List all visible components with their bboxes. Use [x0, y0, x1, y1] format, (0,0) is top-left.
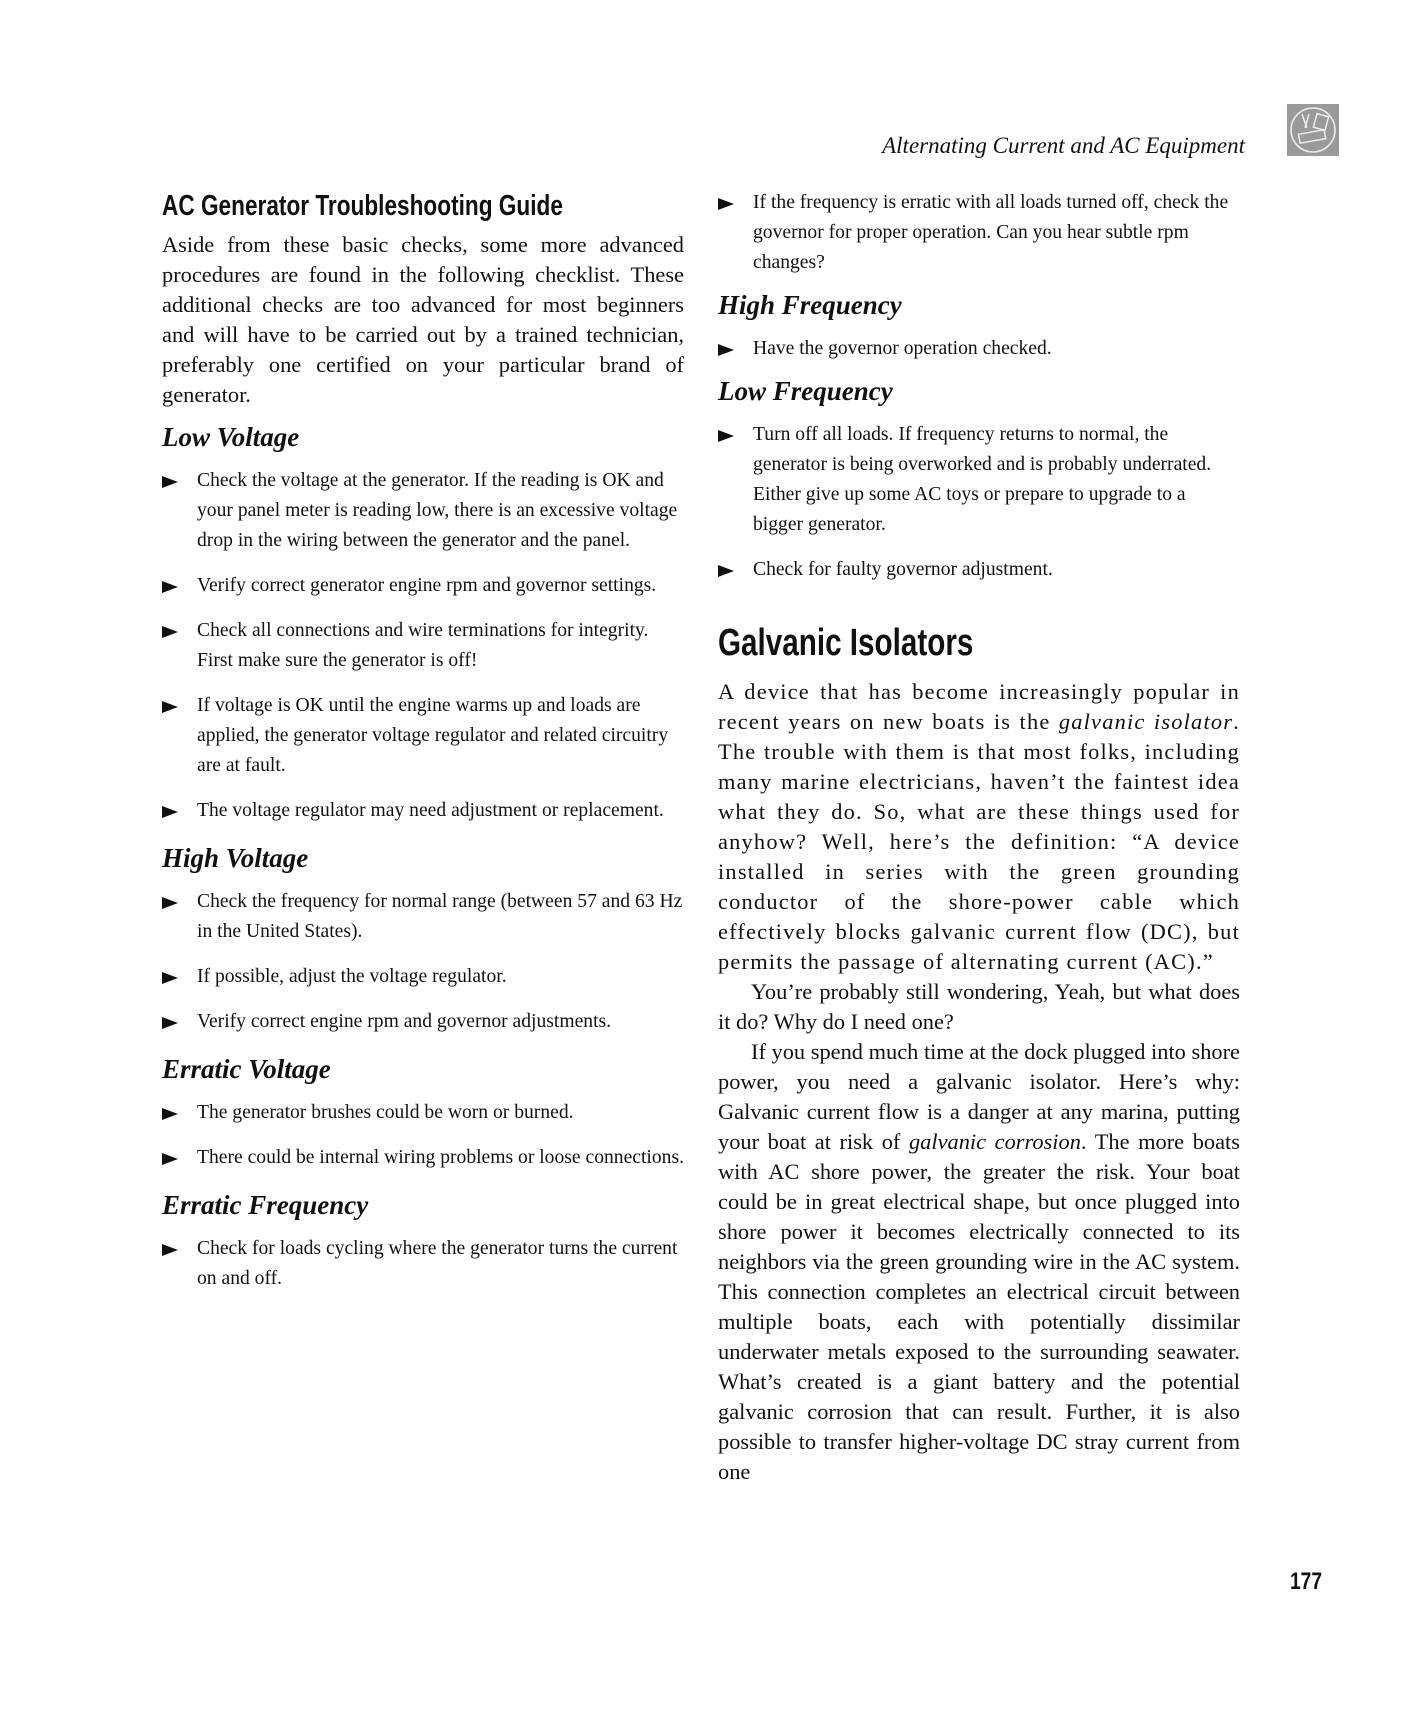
list-item: Check for loads cycling where the generator turns the current on and off.	[162, 1234, 684, 1294]
triangle-bullet-icon	[162, 897, 178, 909]
body-paragraph: A device that has become increasingly popular in recent years on new boats is the galvanic isolator. The trouble with them is that most folks, including many marine electricians, haven’t the faintest idea what they do. So, what are these things used for anyhow? Well, here’s the definition: “A device installed in series with the green grounding conductor of the shore-power cable which effectively blocks galvanic current flow (DC), but permits the passage of alternating current (AC).”	[718, 679, 1240, 974]
body-paragraph: You’re probably still wondering, Yeah, but what does it do? Why do I need one?	[718, 979, 1240, 1034]
intro-paragraph: Aside from these basic checks, some more advanced procedures are found in the following checklist. These additional checks are too advanced for most beginners and will have to be carried out by a trained technician, preferably one certified on your particular brand of generator.	[162, 232, 684, 407]
list-item: The generator brushes could be worn or burned.	[162, 1098, 684, 1128]
list-item: Check the frequency for normal range (between 57 and 63 Hz in the United States).	[162, 887, 684, 947]
subsection-title: Erratic Frequency	[162, 1190, 369, 1220]
triangle-bullet-icon	[162, 701, 178, 713]
bullet-list	[162, 887, 684, 1037]
subsection-title: Low Frequency	[718, 376, 893, 406]
triangle-bullet-icon	[162, 476, 178, 488]
list-item: There could be internal wiring problems or loose connections.	[162, 1143, 684, 1173]
body-paragraph: If you spend much time at the dock plugged into shore power, you need a galvanic isolator. Here’s why: Galvanic current flow is a danger at any marina, putting your boat at risk of galvanic corrosion. The more boats with AC shore power, the greater the risk. Your boat could be in great electrical shape, but once plugged into shore power it becomes electrically connected to its neighbors via the green grounding wire in the AC system. This connection completes an electrical circuit between multiple boats, each with potentially dissimilar underwater metals exposed to the surrounding seawater. What’s created is a giant battery and the potential galvanic corrosion that can result. Further, it is also possible to transfer higher-voltage DC stray current from one	[718, 1039, 1240, 1484]
section-title: Galvanic Isolators	[718, 622, 974, 664]
triangle-bullet-icon	[718, 430, 734, 442]
list-item: Turn off all loads. If frequency returns to normal, the generator is being overworked and is probably underrated. Either give up some AC toys or prepare to upgrade to a bigger generator.	[718, 420, 1240, 540]
list-item: The voltage regulator may need adjustment or replacement.	[162, 796, 684, 826]
bullet-list	[718, 188, 1240, 278]
triangle-bullet-icon	[162, 626, 178, 638]
list-item: Check for faulty governor adjustment.	[718, 555, 1240, 585]
list-item: If voltage is OK until the engine warms up and loads are applied, the generator voltage regulator and related circuitry are at fault.	[162, 691, 684, 781]
list-item: Verify correct engine rpm and governor adjustments.	[162, 1007, 684, 1037]
bullet-list	[162, 1098, 684, 1173]
subsection-title: High Frequency	[718, 290, 902, 320]
bullet-list	[162, 466, 684, 826]
subsection-title: Low Voltage	[162, 422, 300, 452]
list-item: If possible, adjust the voltage regulator.	[162, 962, 684, 992]
triangle-bullet-icon	[162, 1017, 178, 1029]
running-head: Alternating Current and AC Equipment	[882, 133, 1245, 158]
triangle-bullet-icon	[162, 1153, 178, 1165]
triangle-bullet-icon	[162, 972, 178, 984]
triangle-bullet-icon	[718, 198, 734, 210]
section-title: AC Generator Troubleshooting Guide	[162, 190, 563, 222]
triangle-bullet-icon	[162, 1244, 178, 1256]
left-column	[162, 188, 684, 1309]
triangle-bullet-icon	[718, 565, 734, 577]
triangle-bullet-icon	[162, 1108, 178, 1120]
bullet-list	[162, 1234, 684, 1294]
bullet-list	[718, 420, 1240, 585]
bullet-list	[718, 334, 1240, 364]
list-item: If the frequency is erratic with all loads turned off, check the governor for proper operation. Can you hear subtle rpm changes?	[718, 188, 1240, 278]
subsection-title: Erratic Voltage	[162, 1054, 331, 1084]
page-number: 177	[1290, 1568, 1323, 1595]
triangle-bullet-icon	[162, 581, 178, 593]
list-item: Verify correct generator engine rpm and governor settings.	[162, 571, 684, 601]
right-column	[718, 188, 1240, 1487]
subsection-title: High Voltage	[162, 843, 309, 873]
list-item: Check all connections and wire terminations for integrity. First make sure the generator is off!	[162, 616, 684, 676]
list-item: Check the voltage at the generator. If the reading is OK and your panel meter is reading low, there is an excessive voltage drop in the wiring between the generator and the panel.	[162, 466, 684, 556]
triangle-bullet-icon	[162, 806, 178, 818]
tools-workbench-icon	[1287, 104, 1339, 156]
list-item: Have the governor operation checked.	[718, 334, 1240, 364]
triangle-bullet-icon	[718, 344, 734, 356]
